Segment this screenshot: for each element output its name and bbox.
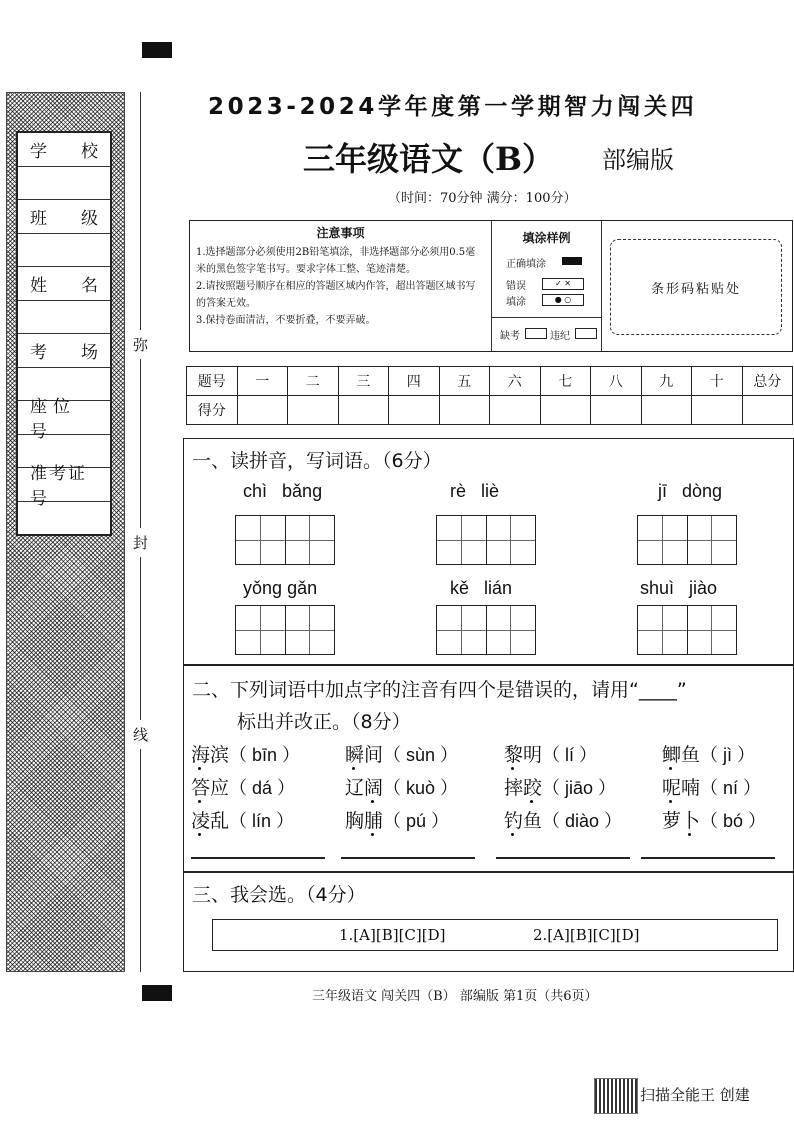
fill-sample — [492, 221, 602, 351]
word-item: 鲫鱼（ jì ） — [662, 744, 756, 766]
emphasis-dot — [511, 833, 514, 836]
wrong-fill-label-2: 填涂 — [506, 297, 526, 308]
notice-box — [189, 220, 793, 352]
score-cell[interactable] — [641, 396, 692, 425]
writing-grid[interactable] — [235, 515, 335, 565]
section-divider — [183, 871, 794, 873]
word-item: 钓鱼（ diào ） — [504, 810, 623, 832]
word-item: 黎明（ lí ） — [504, 744, 598, 766]
writing-grid[interactable] — [436, 515, 536, 565]
info-class-blank[interactable] — [18, 234, 110, 268]
score-cell[interactable] — [540, 396, 591, 425]
score-cell[interactable] — [237, 396, 288, 425]
section2-title: 二、下列词语中加点字的注音有四个是错误的，请用“____” — [192, 679, 687, 701]
score-header-cell: 二 — [288, 367, 339, 396]
score-table — [186, 366, 793, 425]
wrong-fill-dots-icon: ● ○ — [542, 294, 584, 306]
choice-1-options[interactable]: 1.[A][B][C][D] — [339, 926, 446, 944]
info-class — [18, 200, 110, 234]
notice-item: 1.选择题部分必须使用2B铅笔填涂，非选择题部分必须用0.5毫米的黑色签字笔书写。要求字体工整、笔迹清楚。 — [196, 247, 476, 275]
info-seat — [18, 397, 110, 443]
correct-fill-sample — [562, 257, 582, 265]
label-text: 座位号 — [30, 397, 76, 443]
writing-grid[interactable] — [637, 515, 737, 565]
writing-grid[interactable] — [637, 605, 737, 655]
seal-char: 弥 — [133, 330, 148, 359]
score-cell[interactable] — [692, 396, 743, 425]
choice-2-options[interactable]: 2.[A][B][C][D] — [533, 926, 640, 944]
pinyin: jī dòng — [658, 481, 723, 501]
violation-label: 违纪 — [550, 331, 570, 342]
info-exam-room — [18, 334, 110, 368]
answer-line[interactable] — [341, 857, 475, 859]
time-score-info: （时间：70分钟 满分：100分） — [388, 191, 577, 206]
emphasis-dot — [669, 767, 672, 770]
exam-series-title: 2023-2024学年度第一学期智力闯关四 — [208, 94, 698, 120]
exam-title: 三年级语文（B） — [303, 140, 555, 178]
word-item: 瞬间（ sùn ） — [345, 744, 459, 766]
notice-item: 3.保持卷面清洁，不要折叠，不要弄破。 — [196, 315, 376, 326]
info-name-blank[interactable] — [18, 301, 110, 335]
word-item: 海滨（ bīn ） — [191, 744, 301, 766]
scanner-credit: 扫描全能王 创建 — [640, 1086, 750, 1104]
score-cell[interactable] — [591, 396, 642, 425]
score-header-cell: 总分 — [742, 367, 793, 396]
section2-title-line2: 标出并改正。（8分） — [237, 711, 411, 733]
seal-char: 封 — [133, 528, 148, 557]
writing-grid[interactable] — [436, 605, 536, 655]
section3-title: 三、我会选。（4分） — [192, 884, 366, 906]
choice-box — [212, 919, 778, 951]
score-header-cell: 一 — [237, 367, 288, 396]
writing-grid[interactable] — [235, 605, 335, 655]
seal-char: 线 — [133, 720, 148, 749]
emphasis-dot — [511, 767, 514, 770]
score-header-cell: 七 — [540, 367, 591, 396]
label-char: 考 — [30, 342, 47, 363]
label-char: 名 — [81, 275, 98, 296]
emphasis-dot — [198, 833, 201, 836]
score-cell[interactable] — [338, 396, 389, 425]
score-cell[interactable] — [389, 396, 440, 425]
emphasis-dot — [352, 767, 355, 770]
answer-line[interactable] — [191, 857, 325, 859]
label-char: 姓 — [30, 275, 47, 296]
notice-instructions — [190, 221, 492, 351]
label-char: 班 — [30, 208, 47, 229]
score-cell[interactable] — [742, 396, 793, 425]
word-item: 答应（ dá ） — [191, 777, 296, 799]
info-name — [18, 267, 110, 301]
notice-item: 2.请按照题号顺序在相应的答题区域内作答，超出答题区域书写的答案无效。 — [196, 281, 476, 309]
score-header-cell: 四 — [389, 367, 440, 396]
label-char: 级 — [81, 208, 98, 229]
info-school — [18, 133, 110, 167]
score-header-cell: 九 — [641, 367, 692, 396]
label-char: 校 — [81, 141, 98, 162]
section-divider — [183, 664, 794, 666]
info-exam-number — [18, 464, 110, 510]
pinyin: shuì jiào — [640, 578, 718, 598]
score-header-cell: 六 — [490, 367, 541, 396]
violation-checkbox[interactable] — [575, 328, 597, 339]
score-row-label: 得分 — [187, 396, 238, 425]
absent-checkbox[interactable] — [525, 328, 547, 339]
emphasis-dot — [198, 800, 201, 803]
scanner-logo-icon — [594, 1078, 638, 1114]
edition-label: 部编版 — [602, 146, 674, 174]
word-item: 呢喃（ ní ） — [662, 777, 762, 799]
word-item: 胸脯（ pú ） — [345, 810, 450, 832]
page-footer: 三年级语文 闯关四（B） 部编版 第1页（共6页） — [312, 989, 598, 1004]
emphasis-dot — [530, 800, 533, 803]
emphasis-dot — [198, 767, 201, 770]
score-cell[interactable] — [288, 396, 339, 425]
notice-title: 注意事项 — [316, 226, 365, 240]
word-item: 摔跤（ jiāo ） — [504, 777, 617, 799]
score-cell[interactable] — [490, 396, 541, 425]
answer-line[interactable] — [496, 857, 630, 859]
sample-title: 填涂样例 — [522, 231, 571, 245]
section1-title: 一、读拼音，写词语。（6分） — [192, 450, 442, 472]
label-text: 准考证号 — [30, 464, 87, 510]
score-header-cell: 题号 — [187, 367, 238, 396]
info-school-blank[interactable] — [18, 167, 110, 201]
emphasis-dot — [669, 800, 672, 803]
student-info-box — [16, 131, 112, 536]
answer-line[interactable] — [641, 857, 775, 859]
emphasis-dot — [371, 800, 374, 803]
label-char: 场 — [81, 342, 98, 363]
score-header-cell: 十 — [692, 367, 743, 396]
pinyin: kě lián — [450, 578, 513, 598]
pinyin: rè liè — [450, 481, 500, 501]
pinyin: yǒng gǎn — [243, 578, 318, 598]
score-header-cell: 八 — [591, 367, 642, 396]
word-item: 凌乱（ lín ） — [191, 810, 295, 832]
absent-label: 缺考 — [500, 331, 520, 342]
label-char: 学 — [30, 141, 47, 162]
word-item: 萝卜（ bó ） — [662, 810, 767, 832]
score-header-cell: 三 — [338, 367, 389, 396]
pinyin: chì bǎng — [243, 481, 323, 501]
barcode-placeholder: 条形码粘贴处 — [610, 239, 782, 335]
corner-mark-bottom — [142, 985, 172, 1001]
score-header-row — [187, 367, 793, 396]
wrong-fill-marks-icon: ✓ ✕ — [542, 278, 584, 290]
wrong-fill-label: 错误 — [506, 281, 526, 292]
word-item: 辽阔（ kuò ） — [345, 777, 459, 799]
emphasis-dot — [371, 833, 374, 836]
score-header-cell: 五 — [439, 367, 490, 396]
score-cell[interactable] — [439, 396, 490, 425]
score-value-row — [187, 396, 793, 425]
correct-fill-label: 正确填涂 — [506, 259, 546, 270]
corner-mark-top — [142, 42, 172, 58]
emphasis-dot — [688, 833, 691, 836]
barcode-area — [602, 221, 794, 351]
